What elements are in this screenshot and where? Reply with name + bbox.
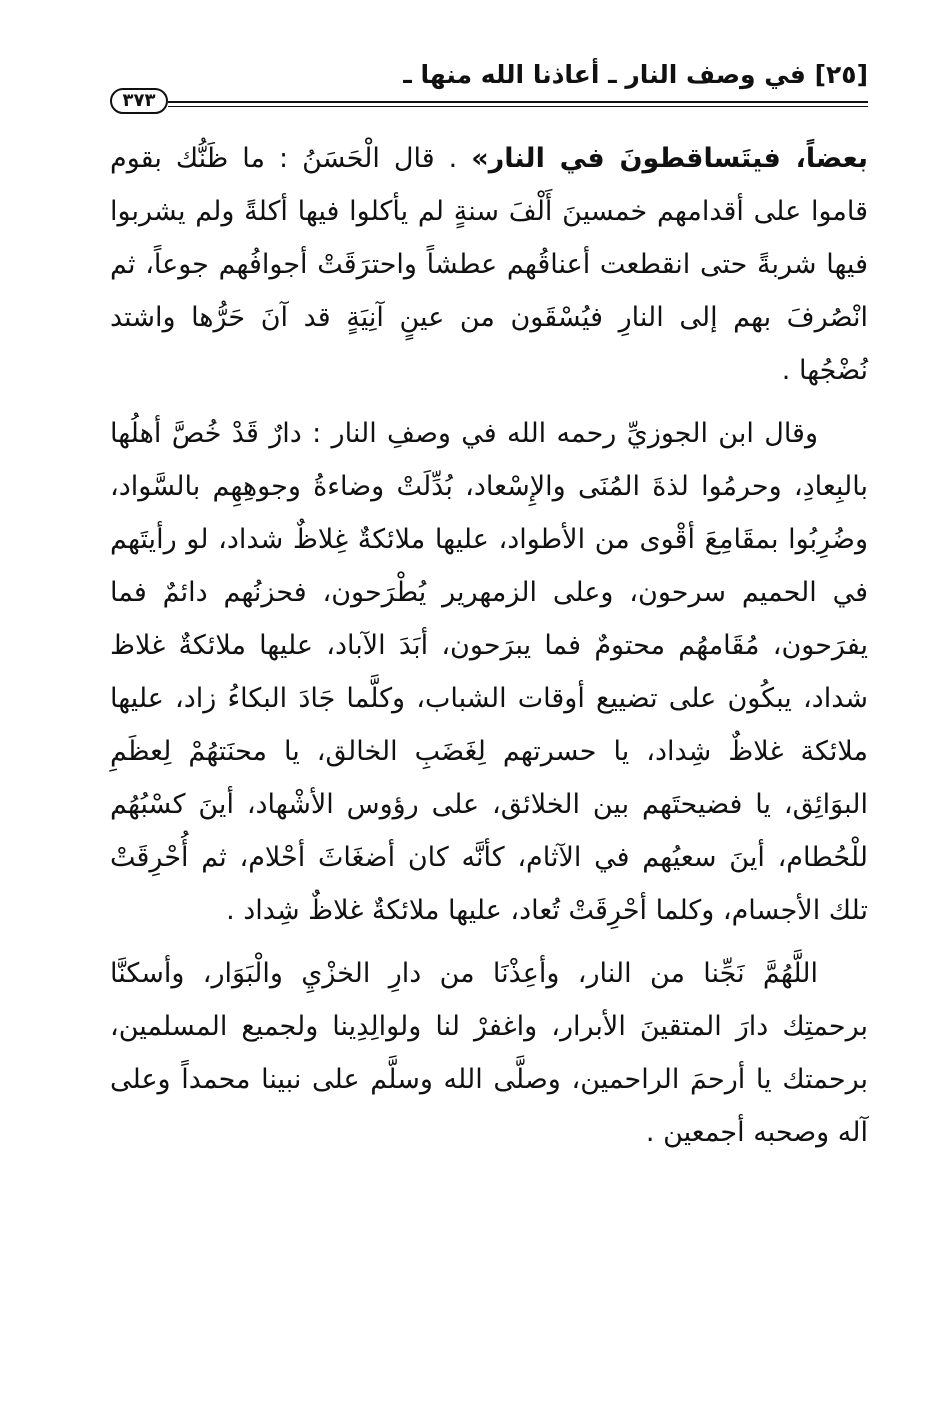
paragraph-1-text: . قال الْحَسَنُ : ما ظَنُّك بقوم قاموا على أقدامهم خمسينَ أَلْفَ سنةٍ لم يأكلوا فيها أكلةً ولم يشربوا فيها شربةً حتى انقطعت أعناقُهم عطشاً واحترَقَتْ أجوافُهم جوعاً، ثم انْصُرفَ بهم إلى النارِ فيُسْقَون من عينٍ آنِيَةٍ قد آنَ حَرُّها واشتد نُضْجُها .: [110, 143, 868, 386]
paragraph-1: [110, 132, 868, 397]
page-header: [110, 58, 868, 114]
paragraph-2: وقال ابن الجوزيِّ رحمه الله في وصفِ النار : دارٌ قَدْ خُصَّ أهلُها بالبِعادِ، وحرمُوا لذةَ المُنَى والإِسْعاد، بُدِّلَتْ وضاءةُ وجوهِهِم بالسَّواد، وضُرِبُوا بمقَامِعَ أقْوى من الأطواد، عليها ملائكةٌ غِلاظٌ شداد، لو رأيتَهم في الحميم سرحون، وعلى الزمهرير يُطْرَحون، فحزنُهم دائمٌ فما يفرَحون، مُقَامهُم محتومٌ فما يبرَحون، أبَدَ الآباد، عليها ملائكةٌ غلاظ شداد، يبكُون على تضييع أوقات الشباب، وكلَّما جَادَ البكاءُ زاد، عليها ملائكة غلاظٌ شِداد، يا حسرتهم لِغَضَبِ الخالق، يا محنَتهُمْ لِعظَمِ البوَائِق، يا فضيحتَهم بين الخلائق، على رؤوس الأشْهاد، أينَ كسْبُهُم للْحُطام، أينَ سعيُهم في الآثام، كأنَّه كان أضغَاثَ أحْلام، ثم أُحْرِقَتْ تلك الأجسام، وكلما أحْرِقَتْ تُعاد، عليها ملائكةٌ غلاظٌ شِداد .: [110, 418, 868, 926]
running-title: [٢٥] في وصف النار ـ أعاذنا الله منها ـ: [403, 60, 868, 89]
header-rule-thin: [168, 106, 868, 107]
paragraph-3: اللَّهُمَّ نَجِّنا من النار، وأعِذْنَا من دارِ الخزْيِ والْبَوَار، وأسكنَّا برحمتِك دارَ المتقينَ الأبرار، واغفرْ لنا ولوالِدِينا ولجميع المسلمين، برحمتك يا أرحمَ الراحمين، وصلَّى الله وسلَّم على نبينا محمداً وعلى آله وصحبه أجمعين .: [110, 958, 868, 1148]
header-rule: [168, 101, 868, 103]
page-number-badge: ٣٧٣: [110, 88, 168, 114]
page-body: [110, 132, 868, 1159]
quote-ending: بعضاً، فيتَساقطونَ في النار»: [471, 143, 868, 174]
